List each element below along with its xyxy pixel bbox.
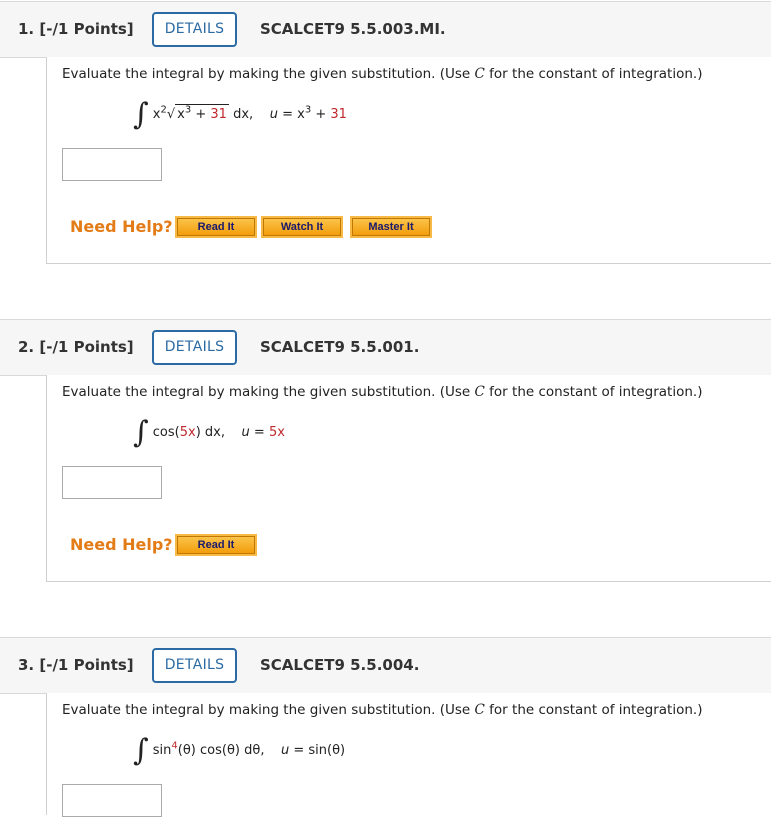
integral-expression: ∫ $\sin^4(\theta)$ cos(θ) dθ, u = sin(θ) bbox=[133, 733, 346, 768]
question-3-body bbox=[46, 693, 771, 815]
master-it-button[interactable]: Master It bbox=[352, 218, 430, 236]
question-prompt: Evaluate the integral by making the given substitution. (Use C for the constant of integration.) bbox=[62, 702, 703, 718]
question-code: SCALCET9 5.5.003.MI. bbox=[260, 20, 446, 38]
question-1-body bbox=[46, 57, 771, 264]
question-code: SCALCET9 5.5.004. bbox=[260, 656, 420, 674]
details-button[interactable]: DETAILS bbox=[152, 330, 237, 365]
integral-expression: ∫ $x^2√$ $x^3 + 31$ dx, $u = x^3 + 31$ bbox=[133, 97, 347, 132]
question-prompt: Evaluate the integral by making the given substitution. (Use C for the constant of integration.) bbox=[62, 66, 703, 82]
question-2-header bbox=[0, 319, 771, 376]
integral-expression: ∫ cos(5x) dx, u = 5x bbox=[133, 415, 285, 450]
question-2-body bbox=[46, 375, 771, 582]
answer-input[interactable] bbox=[62, 466, 162, 499]
read-it-button[interactable]: Read It bbox=[177, 218, 255, 236]
details-button[interactable]: DETAILS bbox=[152, 12, 237, 47]
answer-input[interactable] bbox=[62, 148, 162, 181]
need-help-label: Need Help? bbox=[70, 217, 173, 236]
details-button[interactable]: DETAILS bbox=[152, 648, 237, 683]
watch-it-button[interactable]: Watch It bbox=[263, 218, 341, 236]
read-it-button[interactable]: Read It bbox=[177, 536, 255, 554]
question-1-header bbox=[0, 1, 771, 58]
question-number: 1. [-/1 Points] bbox=[18, 20, 134, 38]
question-number: 2. [-/1 Points] bbox=[18, 338, 134, 356]
question-prompt: Evaluate the integral by making the given substitution. (Use C for the constant of integration.) bbox=[62, 384, 703, 400]
question-number: 3. [-/1 Points] bbox=[18, 656, 134, 674]
need-help-label: Need Help? bbox=[70, 535, 173, 554]
question-code: SCALCET9 5.5.001. bbox=[260, 338, 420, 356]
question-3-header bbox=[0, 637, 771, 694]
answer-input[interactable] bbox=[62, 784, 162, 817]
